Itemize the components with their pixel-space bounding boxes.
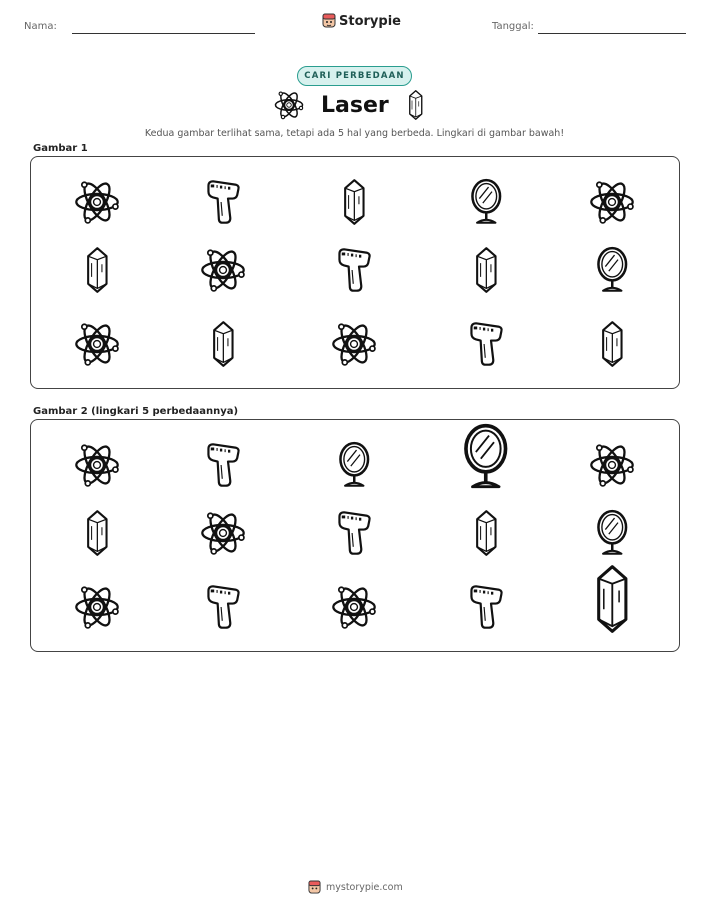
footer-brand: [308, 880, 403, 895]
grid-cell: [193, 241, 253, 299]
brand-name: Storypie: [339, 13, 401, 29]
atom-icon: [74, 321, 120, 367]
page-title: Laser: [321, 93, 389, 118]
atom-icon: [74, 442, 120, 488]
grid-cell[interactable]: [324, 578, 384, 636]
picture1-panel: [30, 156, 680, 389]
grid-cell[interactable]: [193, 504, 253, 562]
storypie-mascot-icon: [308, 880, 321, 895]
crystal-icon: [597, 565, 628, 633]
crystal-icon: [344, 179, 365, 225]
grid-cell: [193, 173, 253, 231]
atom-icon: [589, 179, 635, 225]
atom-icon: [589, 442, 635, 488]
atom-icon: [331, 321, 377, 367]
grid-cell[interactable]: [67, 436, 127, 494]
date-label: Tanggal:: [492, 21, 534, 32]
mirror-icon: [595, 510, 630, 556]
grid-cell: [67, 315, 127, 373]
crystal-icon: [476, 510, 497, 556]
mirror-icon: [595, 247, 630, 293]
grid-cell[interactable]: [456, 578, 516, 636]
brand-logo: [322, 13, 401, 29]
title-right-icon: [409, 90, 429, 122]
atom-icon: [331, 584, 377, 630]
grid-cell: [456, 173, 516, 231]
grid-cell[interactable]: [582, 504, 642, 562]
grid-cell: [193, 315, 253, 373]
barcode-scanner-icon: [205, 179, 242, 225]
picture1-label: Gambar 1: [33, 143, 88, 154]
grid-cell: [582, 173, 642, 231]
grid-cell[interactable]: [67, 578, 127, 636]
crystal-icon: [87, 247, 108, 293]
instructions: Kedua gambar terlihat sama, tetapi ada 5 hal yang berbeda. Lingkari di gambar bawah!: [144, 128, 565, 139]
mirror-icon: [337, 442, 372, 488]
grid-cell[interactable]: [456, 422, 516, 492]
barcode-scanner-icon: [336, 510, 373, 556]
barcode-scanner-icon: [468, 321, 505, 367]
barcode-scanner-icon: [468, 584, 505, 630]
grid-cell[interactable]: [456, 504, 516, 562]
grid-cell[interactable]: [67, 504, 127, 562]
crystal-icon: [409, 90, 423, 120]
mirror-icon: [461, 424, 511, 490]
crystal-icon: [87, 510, 108, 556]
atom-icon: [274, 90, 304, 120]
atom-icon: [200, 510, 246, 556]
grid-cell[interactable]: [324, 436, 384, 494]
grid-cell: [582, 241, 642, 299]
grid-cell: [582, 315, 642, 373]
worksheet-type-badge: CARI PERBEDAAN: [297, 66, 412, 86]
grid-cell[interactable]: [582, 436, 642, 494]
name-field-line[interactable]: [72, 33, 255, 34]
grid-cell[interactable]: [324, 504, 384, 562]
barcode-scanner-icon: [205, 584, 242, 630]
name-label: Nama:: [24, 21, 57, 32]
barcode-scanner-icon: [336, 247, 373, 293]
atom-icon: [74, 179, 120, 225]
crystal-icon: [602, 321, 623, 367]
date-field-line[interactable]: [538, 33, 686, 34]
title-left-icon: [274, 90, 306, 122]
footer-url: mystorypie.com: [326, 882, 403, 893]
grid-cell: [67, 241, 127, 299]
grid-cell: [456, 241, 516, 299]
atom-icon: [200, 247, 246, 293]
grid-cell: [324, 315, 384, 373]
storypie-mascot-icon: [322, 13, 336, 29]
grid-cell[interactable]: [193, 578, 253, 636]
grid-cell: [456, 315, 516, 373]
grid-cell: [324, 173, 384, 231]
grid-cell[interactable]: [193, 436, 253, 494]
grid-cell: [324, 241, 384, 299]
mirror-icon: [469, 179, 504, 225]
crystal-icon: [213, 321, 234, 367]
grid-cell: [67, 173, 127, 231]
grid-cell[interactable]: [582, 563, 642, 635]
barcode-scanner-icon: [205, 442, 242, 488]
picture2-label: Gambar 2 (lingkari 5 perbedaannya): [33, 406, 239, 417]
crystal-icon: [476, 247, 497, 293]
picture2-panel[interactable]: [30, 419, 680, 652]
atom-icon: [74, 584, 120, 630]
